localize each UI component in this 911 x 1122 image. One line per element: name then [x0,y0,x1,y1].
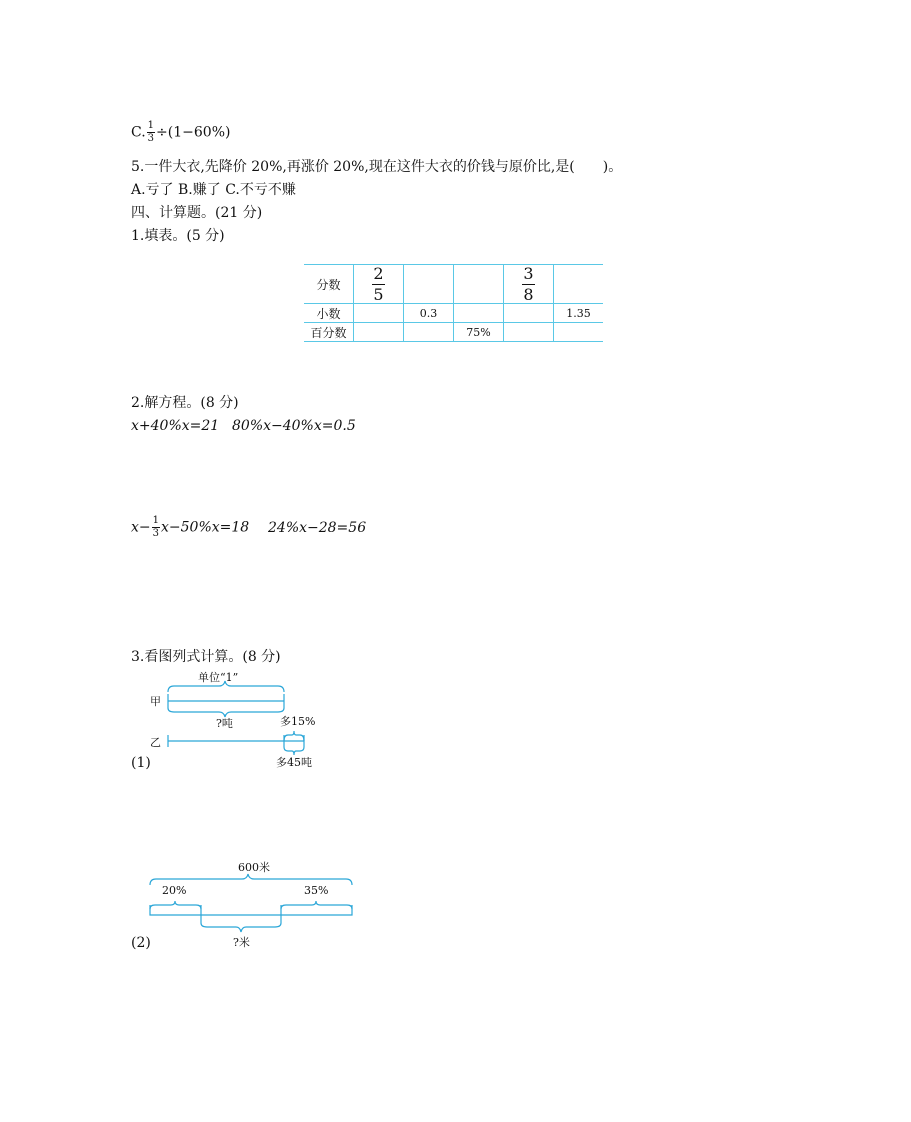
option-c-num: 1 [147,120,155,131]
table-cell [504,265,554,304]
option-c-fraction [147,121,155,144]
segment-bar [150,905,352,923]
brace-bottom [168,708,284,717]
brace-top [168,681,284,692]
unknown-ton: ?吨 [216,717,233,730]
eq3-num: 1 [152,515,160,526]
diagram-1 [140,665,340,775]
fill-table [304,264,603,342]
table-cell [554,323,604,342]
option-c-prefix: C. [131,124,146,141]
table-cell [454,304,504,323]
equation-3 [131,516,249,539]
brace-extra-top [284,731,304,741]
unit-label: 单位“1” [198,671,239,684]
brace-middle [201,923,281,932]
frac1-num: 2 [373,263,384,283]
brace-extra-bottom [284,747,304,755]
table-cell [404,265,454,304]
total-length: 600米 [238,861,270,874]
equation-2: 80%x−40%x=0.5 [232,418,356,434]
bar-yi [168,735,304,747]
table-cell [504,323,554,342]
cell-fraction-2-5 [372,263,384,304]
equation-1: x+40%x=21 [131,418,220,434]
cell-decimal-2: 1.35 [554,304,604,323]
frac2-num: 3 [523,263,534,283]
unknown-meters: ?米 [233,936,250,949]
row-label-percent: 百分数 [304,323,354,342]
table-cell [354,304,404,323]
option-c [131,121,230,144]
brace-left [150,901,201,909]
eq3-prefix: x− [131,519,151,536]
q5-text: 5.一件大衣,先降价 20%,再涨价 20%,现在这件大衣的价钱与原价比,是( )。 [131,159,623,175]
diagram-2-caption: (2) [131,935,151,951]
label-yi: 乙 [150,736,161,749]
table-row [304,265,603,304]
table-cell [554,265,604,304]
left-percent: 20% [162,884,187,897]
q5-options: A.亏了 B.赚了 C.不亏不赚 [131,182,296,198]
diagram-1-caption: (1) [131,755,151,771]
table-cell [454,265,504,304]
brace-right [281,901,352,909]
table-row [304,304,603,323]
q1-title: 1.填表。(5 分) [131,228,225,244]
q3-title: 3.看图列式计算。(8 分) [131,649,281,665]
section-title: 四、计算题。(21 分) [131,205,263,221]
cell-percent-1: 75% [454,323,504,342]
eq3-suffix: x−50%x=18 [161,519,250,536]
table-cell [354,265,404,304]
right-percent: 35% [304,884,329,897]
row-label-decimal: 小数 [304,304,354,323]
eq3-fraction [152,516,160,539]
q2-title: 2.解方程。(8 分) [131,395,239,411]
table-cell [354,323,404,342]
label-jia: 甲 [150,695,161,708]
more-amount: 多45吨 [276,756,312,769]
option-c-den: 3 [147,133,155,144]
eq3-den: 3 [152,528,160,539]
row-label-fraction: 分数 [304,265,354,304]
cell-fraction-3-8 [522,263,534,304]
table-row [304,323,603,342]
more-percent: 多15% [280,715,316,728]
frac2-den: 8 [523,284,534,304]
option-c-suffix: ÷(1−60%) [156,124,231,141]
table-cell [504,304,554,323]
table-cell [404,323,454,342]
diagram-2 [145,855,360,955]
frac1-den: 5 [373,284,384,304]
equation-4: 24%x−28=56 [268,520,367,536]
cell-decimal-1: 0.3 [404,304,454,323]
bar-jia [168,694,284,708]
